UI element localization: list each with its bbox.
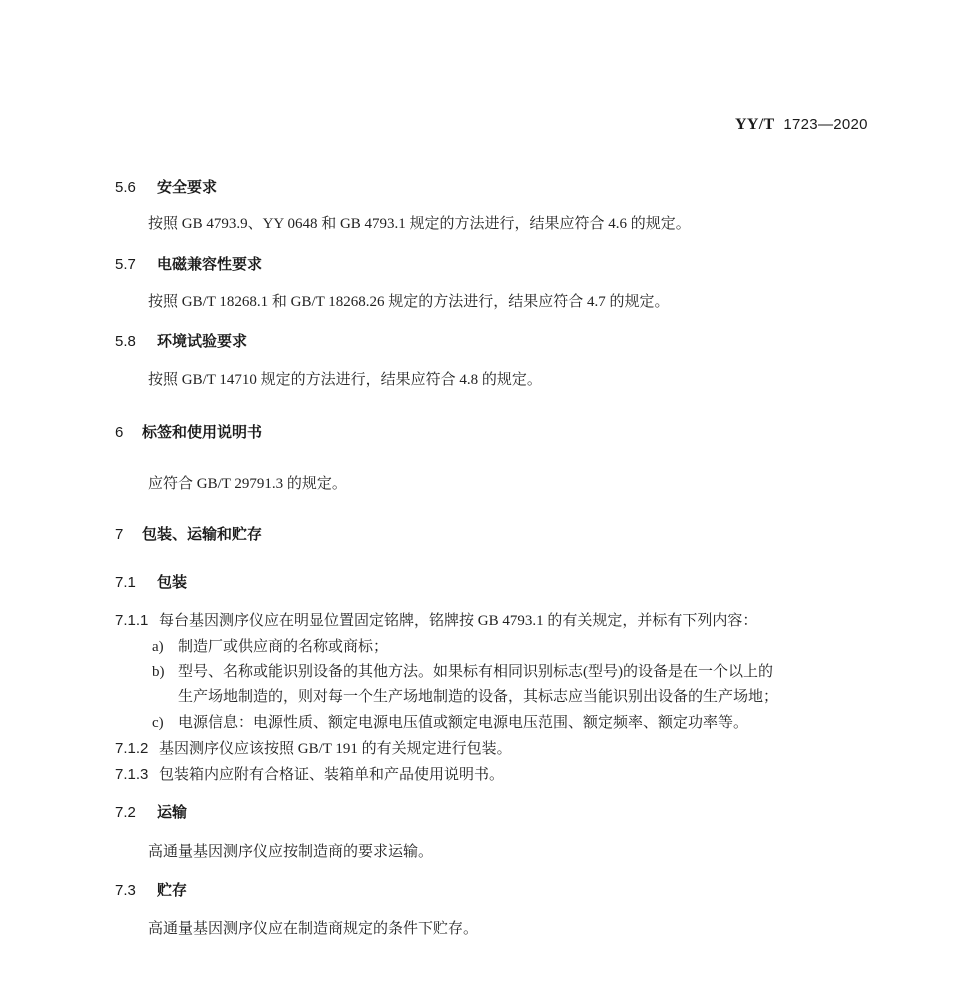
list-item-b bbox=[152, 660, 773, 681]
standard-prefix: YY/T bbox=[735, 116, 775, 133]
section-title: 包装、运输和贮存 bbox=[142, 526, 263, 543]
clause-text: 包装箱内应附有合格证、装箱单和产品使用说明书。 bbox=[159, 767, 505, 783]
section-title: 安全要求 bbox=[157, 179, 218, 196]
section-title: 运输 bbox=[157, 804, 188, 821]
clause-7-1-1 bbox=[115, 609, 757, 630]
section-title: 标签和使用说明书 bbox=[142, 424, 263, 441]
clause-number: 7.1.2 bbox=[115, 740, 149, 757]
heading-7-2 bbox=[115, 801, 187, 822]
paragraph-7-2: 高通量基因测序仪应按制造商的要求运输。 bbox=[148, 844, 434, 860]
paragraph-5-6: 按照 GB 4793.9、YY 0648 和 GB 4793.1 规定的方法进行，结果应符合 4.6 的规定。 bbox=[148, 216, 691, 232]
section-title: 包装 bbox=[157, 574, 188, 591]
section-number: 7.3 bbox=[115, 882, 136, 899]
list-label: c) bbox=[152, 715, 164, 731]
section-number: 7 bbox=[115, 526, 124, 543]
paragraph-5-7: 按照 GB/T 18268.1 和 GB/T 18268.26 规定的方法进行，结果应符合 4.7 的规定。 bbox=[148, 294, 670, 310]
clause-text: 每台基因测序仪应在明显位置固定铭牌，铭牌按 GB 4793.1 的有关规定，并标有下列内容： bbox=[159, 613, 758, 629]
list-text: 电源信息：电源性质、额定电源电压值或额定电源电压范围、额定频率、额定功率等。 bbox=[178, 715, 749, 731]
clause-text: 基因测序仪应该按照 GB/T 191 的有关规定进行包装。 bbox=[159, 741, 512, 757]
paragraph-7-3: 高通量基因测序仪应在制造商规定的条件下贮存。 bbox=[148, 921, 479, 937]
section-number: 7.2 bbox=[115, 804, 136, 821]
list-item-a bbox=[152, 635, 388, 656]
heading-7-1 bbox=[115, 571, 187, 592]
list-item-b-continuation: 生产场地制造的，则对每一个生产场地制造的设备，其标志应当能识别出设备的生产场地； bbox=[178, 689, 779, 705]
section-number: 5.7 bbox=[115, 256, 136, 273]
list-label: b) bbox=[152, 664, 165, 680]
section-title: 贮存 bbox=[157, 882, 188, 899]
heading-7 bbox=[115, 523, 262, 544]
list-label: a) bbox=[152, 639, 164, 655]
heading-5-7 bbox=[115, 253, 262, 274]
paragraph-5-8: 按照 GB/T 14710 规定的方法进行，结果应符合 4.8 的规定。 bbox=[148, 372, 542, 388]
clause-number: 7.1.1 bbox=[115, 612, 149, 629]
heading-6 bbox=[115, 421, 262, 442]
heading-7-3 bbox=[115, 879, 187, 900]
heading-5-8 bbox=[115, 330, 247, 351]
section-title: 环境试验要求 bbox=[157, 333, 248, 350]
clause-7-1-2 bbox=[115, 737, 512, 758]
standard-number-header bbox=[735, 116, 868, 134]
heading-5-6 bbox=[115, 176, 217, 197]
section-number: 6 bbox=[115, 424, 124, 441]
list-text: 制造厂或供应商的名称或商标； bbox=[178, 639, 389, 655]
section-number: 7.1 bbox=[115, 574, 136, 591]
clause-7-1-3 bbox=[115, 763, 504, 784]
section-title: 电磁兼容性要求 bbox=[157, 256, 263, 273]
paragraph-6: 应符合 GB/T 29791.3 的规定。 bbox=[148, 476, 347, 492]
list-text: 型号、名称或能识别设备的其他方法。如果标有相同识别标志(型号)的设备是在一个以上的 bbox=[178, 664, 773, 680]
clause-number: 7.1.3 bbox=[115, 766, 149, 783]
section-number: 5.6 bbox=[115, 179, 136, 196]
section-number: 5.8 bbox=[115, 333, 136, 350]
standard-number: 1723—2020 bbox=[783, 116, 868, 133]
list-item-c bbox=[152, 711, 748, 732]
